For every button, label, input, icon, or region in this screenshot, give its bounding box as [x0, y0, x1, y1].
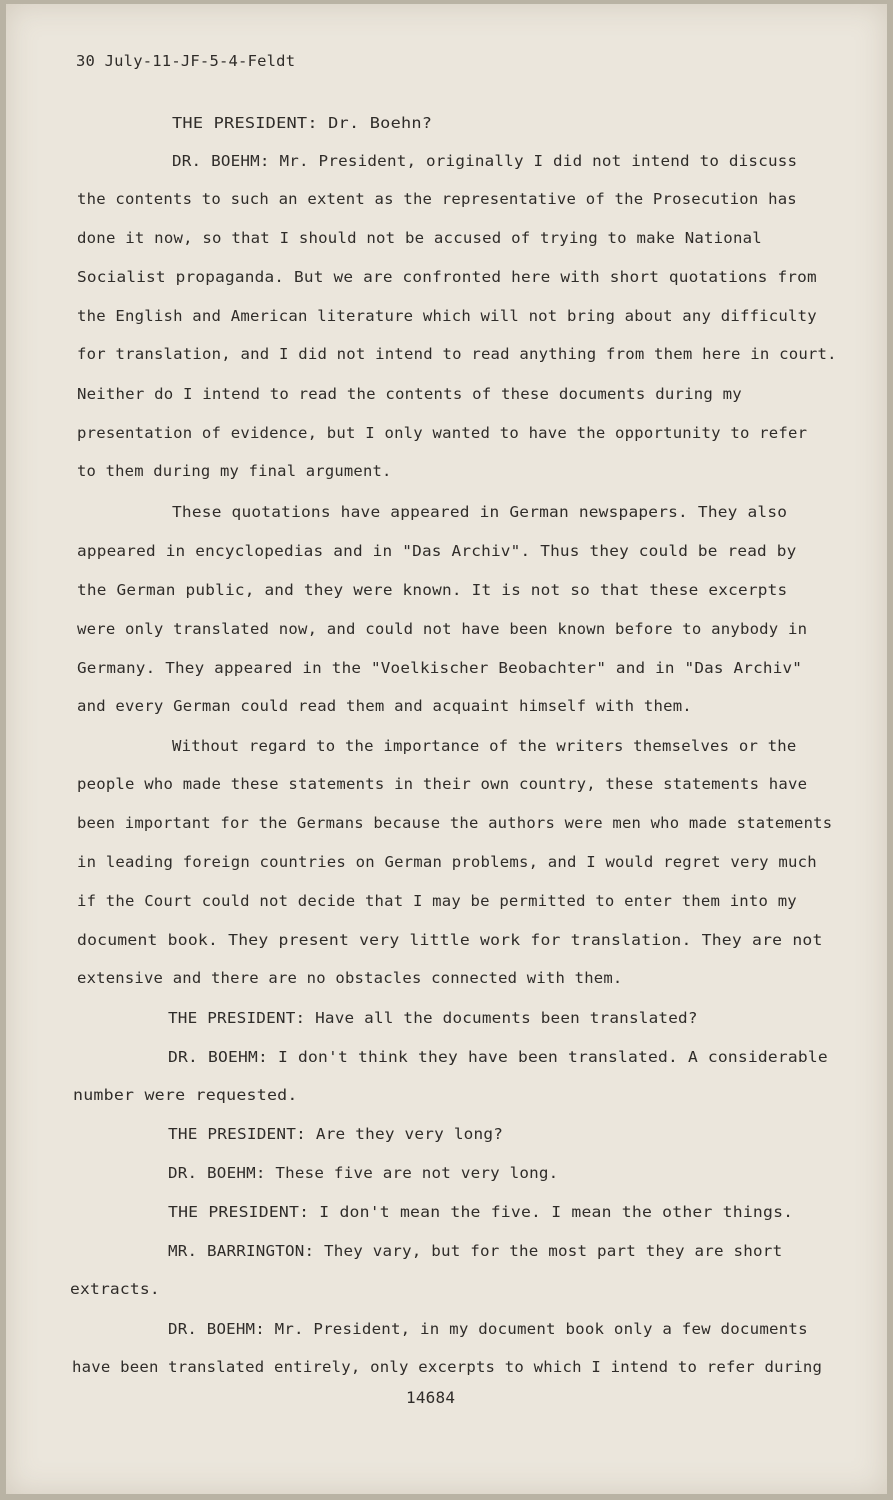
- text-line: MR. BARRINGTON: They vary, but for the most part they are short: [168, 1242, 783, 1260]
- text-line: the contents to such an extent as the representative of the Prosecution has: [77, 190, 797, 208]
- text-line: were only translated now, and could not have been known before to anybody in: [77, 620, 808, 638]
- text-line: DR. BOEHM: These five are not very long.: [168, 1164, 559, 1182]
- text-line: number were requested.: [73, 1086, 298, 1104]
- text-line: Without regard to the importance of the writers themselves or the: [172, 737, 797, 755]
- text-line: people who made these statements in their own country, these statements have: [77, 775, 808, 793]
- text-line: document book. They present very little work for translation. They are not: [77, 931, 823, 949]
- text-line: to them during my final argument.: [77, 462, 392, 480]
- document-page: [6, 4, 887, 1494]
- text-line: extensive and there are no obstacles connected with them.: [77, 969, 623, 987]
- text-line: DR. BOEHM: Mr. President, in my document book only a few documents: [168, 1320, 808, 1338]
- text-line: THE PRESIDENT: Dr. Boehn?: [172, 114, 433, 132]
- page-header: 30 July-11-JF-5-4-Feldt: [76, 52, 296, 70]
- text-line: have been translated entirely, only excerpts to which I intend to refer during: [72, 1358, 823, 1376]
- text-line: appeared in encyclopedias and in "Das Archiv". Thus they could be read by: [77, 542, 797, 560]
- text-line: THE PRESIDENT: I don't mean the five. I mean the other things.: [168, 1203, 794, 1221]
- text-line: THE PRESIDENT: Are they very long?: [168, 1125, 504, 1143]
- text-line: Germany. They appeared in the "Voelkischer Beobachter" and in "Das Archiv": [77, 659, 803, 677]
- text-line: for translation, and I did not intend to read anything from them here in court.: [77, 345, 837, 363]
- text-line: extracts.: [70, 1280, 160, 1298]
- text-line: the German public, and they were known. It is not so that these excerpts: [77, 581, 788, 599]
- text-line: if the Court could not decide that I may be permitted to enter them into my: [77, 892, 797, 910]
- page-number: 14684: [406, 1388, 456, 1407]
- text-line: THE PRESIDENT: Have all the documents been translated?: [168, 1009, 698, 1027]
- text-line: been important for the Germans because the authors were men who made statements: [77, 814, 833, 832]
- text-line: the English and American literature which will not bring about any difficulty: [77, 307, 817, 325]
- text-line: DR. BOEHM: I don't think they have been translated. A considerable: [168, 1048, 828, 1066]
- text-line: DR. BOEHM: Mr. President, originally I did not intend to discuss: [172, 152, 798, 170]
- text-line: done it now, so that I should not be accused of trying to make National: [77, 229, 762, 247]
- text-line: These quotations have appeared in German newspapers. They also: [172, 503, 788, 521]
- text-line: presentation of evidence, but I only wanted to have the opportunity to refer: [77, 424, 808, 442]
- text-line: and every German could read them and acquaint himself with them.: [77, 697, 692, 715]
- text-line: in leading foreign countries on German problems, and I would regret very much: [77, 853, 817, 871]
- text-line: Neither do I intend to read the contents of these documents during my: [77, 385, 742, 403]
- text-line: Socialist propaganda. But we are confronted here with short quotations from: [77, 268, 817, 286]
